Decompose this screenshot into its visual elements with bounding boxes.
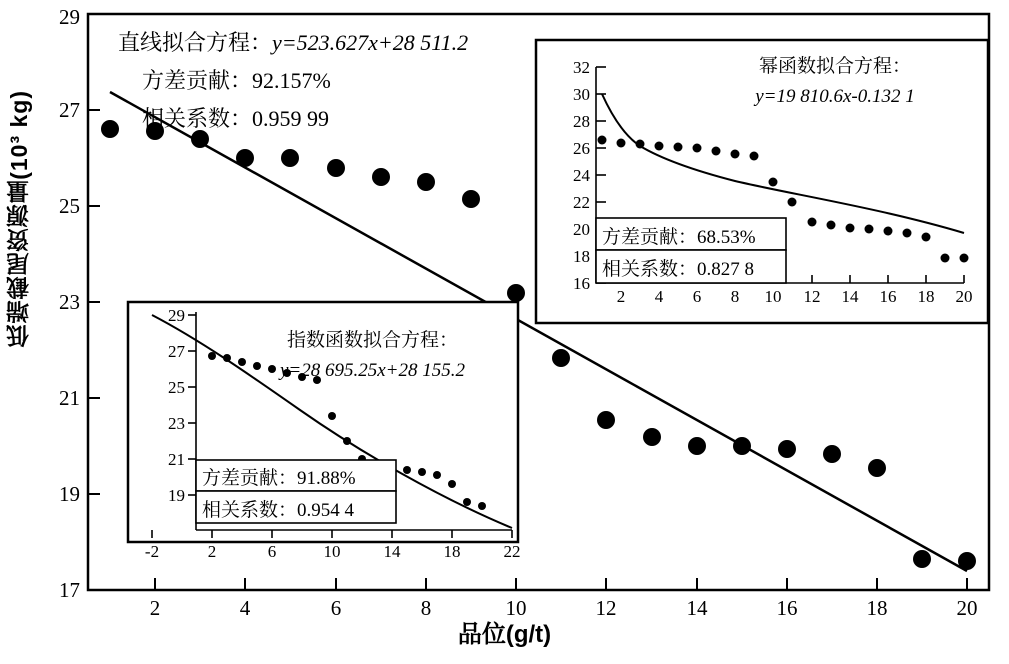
x-tick-16: 16 bbox=[776, 596, 798, 620]
data-point bbox=[958, 552, 976, 570]
inset-power-equation: y=19 810.6x-0.132 1 bbox=[755, 86, 915, 107]
data-point bbox=[868, 459, 886, 477]
svg-text:30: 30 bbox=[573, 85, 590, 104]
svg-text:18: 18 bbox=[917, 287, 935, 306]
svg-text:14: 14 bbox=[383, 542, 401, 561]
svg-text:16: 16 bbox=[879, 287, 897, 306]
data-point bbox=[281, 149, 299, 167]
y-tick-27: 27 bbox=[59, 98, 80, 122]
y-tick-23: 23 bbox=[59, 290, 80, 314]
svg-text:4: 4 bbox=[654, 287, 664, 306]
y-axis-title-text: 低端截尾资源量(10³ kg) bbox=[6, 90, 32, 348]
svg-text:8: 8 bbox=[730, 287, 740, 306]
svg-text:22: 22 bbox=[573, 193, 590, 212]
svg-text:29: 29 bbox=[168, 306, 185, 325]
svg-text:10: 10 bbox=[323, 542, 341, 561]
x-tick-14: 14 bbox=[686, 596, 708, 620]
inset-power-title: 幂函数拟合方程： bbox=[758, 56, 911, 77]
data-point bbox=[733, 437, 751, 455]
svg-text:20: 20 bbox=[573, 220, 590, 239]
x-tick-10: 10 bbox=[505, 596, 527, 620]
inset-exp-equation: y=28 695.25x+28 155.2 bbox=[279, 360, 465, 381]
svg-text:14: 14 bbox=[841, 287, 859, 306]
linear-fit-equation-line bbox=[118, 24, 468, 62]
inset-exp-variance: 方差贡献：91.88% bbox=[202, 468, 356, 489]
x-axis-title bbox=[0, 614, 1009, 649]
y-tick-17: 17 bbox=[59, 578, 80, 602]
svg-text:6: 6 bbox=[692, 287, 702, 306]
linear-fit-correlation: 相关系数：0.959 99 bbox=[142, 106, 330, 131]
svg-text:26: 26 bbox=[573, 139, 590, 158]
y-axis-title bbox=[6, 90, 46, 348]
linear-fit-equation-value: y=523.627x+28 511.2 bbox=[272, 30, 469, 55]
svg-text:18: 18 bbox=[573, 247, 590, 266]
data-point bbox=[778, 440, 796, 458]
linear-fit-equation-label: 直线拟合方程： bbox=[118, 30, 273, 55]
x-axis-title-text: 品位(g/t) bbox=[457, 621, 552, 648]
svg-text:10: 10 bbox=[764, 287, 782, 306]
y-tick-19: 19 bbox=[59, 482, 80, 506]
svg-text:6: 6 bbox=[267, 542, 277, 561]
data-point bbox=[236, 149, 254, 167]
data-point bbox=[552, 349, 570, 367]
svg-text:20: 20 bbox=[955, 287, 973, 306]
svg-text:19: 19 bbox=[168, 486, 185, 505]
data-point bbox=[101, 120, 119, 138]
svg-text:2: 2 bbox=[616, 287, 626, 306]
inset-exp-title: 指数函数拟合方程： bbox=[286, 330, 458, 351]
svg-text:24: 24 bbox=[573, 166, 590, 185]
svg-text:27: 27 bbox=[168, 342, 185, 361]
linear-fit-variance: 方差贡献：92.157% bbox=[142, 68, 331, 93]
svg-text:16: 16 bbox=[573, 274, 590, 293]
x-tick-18: 18 bbox=[866, 596, 888, 620]
inset-exp-correlation: 相关系数：0.954 4 bbox=[202, 500, 355, 521]
svg-text:2: 2 bbox=[207, 542, 217, 561]
inset-power-variance: 方差贡献：68.53% bbox=[602, 227, 756, 248]
data-point bbox=[643, 428, 661, 446]
svg-text:25: 25 bbox=[168, 378, 185, 397]
data-point bbox=[372, 168, 390, 186]
svg-text:12: 12 bbox=[803, 287, 821, 306]
x-tick-2: 2 bbox=[149, 596, 161, 620]
inset-exp-title-block bbox=[240, 326, 505, 386]
svg-text:22: 22 bbox=[503, 542, 521, 561]
x-tick-8: 8 bbox=[420, 596, 432, 620]
svg-text:21: 21 bbox=[168, 450, 185, 469]
x-tick-12: 12 bbox=[595, 596, 617, 620]
linear-fit-annotation bbox=[118, 24, 468, 138]
svg-text:-2: -2 bbox=[144, 542, 160, 561]
x-tick-4: 4 bbox=[239, 596, 251, 620]
data-point bbox=[327, 159, 345, 177]
data-point bbox=[597, 411, 615, 429]
data-point bbox=[417, 173, 435, 191]
data-point bbox=[462, 190, 480, 208]
data-point bbox=[507, 284, 525, 302]
y-tick-21: 21 bbox=[59, 386, 80, 410]
svg-text:23: 23 bbox=[168, 414, 185, 433]
inset-power-title-block bbox=[700, 52, 970, 112]
data-point bbox=[823, 445, 841, 463]
svg-text:18: 18 bbox=[443, 542, 461, 561]
y-tick-25: 25 bbox=[59, 194, 80, 218]
x-tick-20: 20 bbox=[956, 596, 978, 620]
y-tick-29: 29 bbox=[59, 5, 80, 29]
svg-text:28: 28 bbox=[573, 112, 590, 131]
x-tick-6: 6 bbox=[330, 596, 342, 620]
inset-power-correlation: 相关系数：0.827 8 bbox=[602, 259, 755, 280]
data-point bbox=[913, 550, 931, 568]
data-point bbox=[688, 437, 706, 455]
svg-text:32: 32 bbox=[573, 58, 590, 77]
